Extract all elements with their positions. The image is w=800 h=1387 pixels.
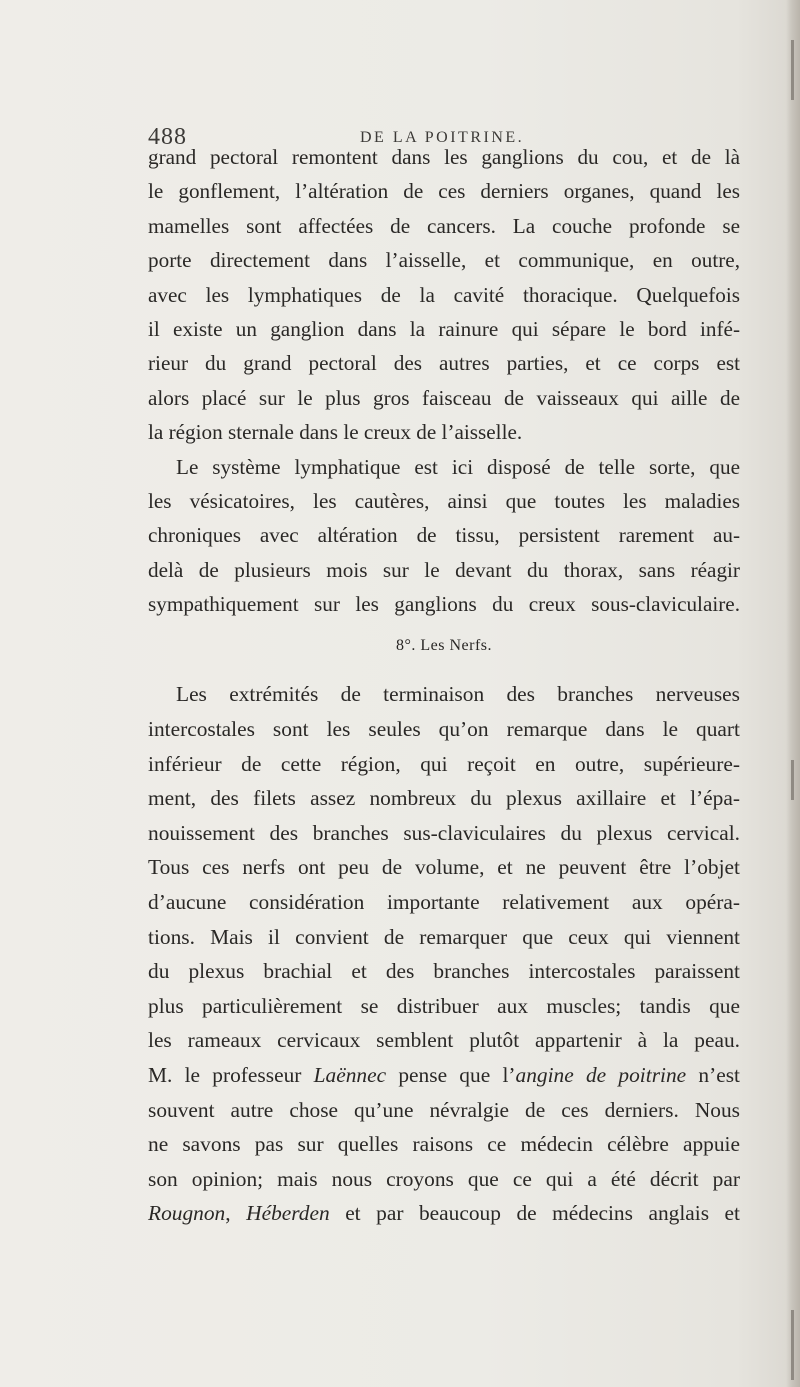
- paragraph-nerves: [148, 677, 740, 1231]
- text-line: porte directement dans l’aisselle, et communique, en outre,: [148, 248, 740, 273]
- text-line: rieur du grand pectoral des autres parties, et ce corps est: [148, 351, 740, 376]
- text-line: il existe un ganglion dans la rainure qui sépare le bord infé-: [148, 316, 740, 341]
- text-line: alors placé sur le plus gros faisceau de vaisseaux qui aille de: [148, 385, 740, 410]
- text-line: Tous ces nerfs ont peu de volume, et ne peuvent être l’objet: [148, 855, 740, 880]
- text-line: Les extrémités de terminaison des branches nerveuses: [176, 682, 740, 707]
- paragraph-lymphatics-2: [148, 450, 740, 622]
- text-line: inférieur de cette région, qui reçoit en outre, supérieure-: [148, 751, 740, 776]
- text-line-authors: [148, 1196, 740, 1231]
- running-title: DE LA POITRINE.: [360, 129, 525, 146]
- text-line: mamelles sont affectées de cancers. La couche profonde se: [148, 213, 740, 238]
- page-edge-mark: [791, 760, 794, 800]
- text-line-laennec: [148, 1058, 740, 1093]
- page-edge-mark: [791, 40, 794, 100]
- text-line: du plexus brachial et des branches intercostales paraissent: [148, 959, 740, 984]
- author-name-rougnon: Rougnon: [148, 1201, 226, 1226]
- text-line: sympathiquement sur les ganglions du creux sous-claviculaire.: [148, 592, 740, 617]
- text-fragment: n’est: [686, 1063, 740, 1087]
- page-edge-mark: [791, 1310, 794, 1380]
- text-fragment: ,: [225, 1201, 247, 1226]
- text-fragment: M. le professeur: [148, 1063, 314, 1087]
- text-line: ne savons pas sur quelles raisons ce médecin célèbre appuie: [148, 1132, 740, 1157]
- text-line: nouissement des branches sus-claviculaires du plexus cervical.: [148, 820, 740, 845]
- text-line: plus particulièrement se distribuer aux muscles; tandis que: [148, 993, 740, 1018]
- text-line: le gonflement, l’altération de ces derniers organes, quand les: [148, 179, 740, 204]
- text-line: les vésicatoires, les cautères, ainsi que toutes les maladies: [148, 488, 740, 513]
- text-line: d’aucune considération importante relativement aux opéra-: [148, 890, 740, 915]
- text-line: ment, des filets assez nombreux du plexus axillaire et l’épa-: [148, 786, 740, 811]
- text-fragment: et par beaucoup de médecins anglais et: [329, 1201, 740, 1226]
- body-text: [148, 140, 740, 1231]
- text-line: souvent autre chose qu’une névralgie de ces derniers. Nous: [148, 1097, 740, 1122]
- author-name-heberden: Héberden: [246, 1201, 330, 1226]
- text-line: les rameaux cervicaux semblent plutôt appartenir à la peau.: [148, 1028, 740, 1053]
- page-edge-shadow: [786, 0, 800, 1387]
- text-line: intercostales sont les seules qu’on remarque dans le quart: [148, 717, 740, 742]
- section-heading: 8°. Les Nerfs.: [395, 637, 493, 655]
- paragraph-lymphatics-1: [148, 140, 740, 450]
- text-line: delà de plusieurs mois sur le devant du thorax, sans réagir: [148, 557, 740, 582]
- text-line: Le système lymphatique est ici disposé de telle sorte, que: [176, 454, 740, 479]
- text-fragment: pense que l’: [386, 1063, 516, 1087]
- text-line: son opinion; mais nous croyons que ce qui a été décrit par: [148, 1166, 740, 1191]
- text-line: chroniques avec altération de tissu, persistent rarement au-: [148, 523, 740, 548]
- text-line: la région sternale dans le creux de l’aisselle.: [148, 420, 523, 445]
- text-line: grand pectoral remontent dans les ganglions du cou, et de là: [148, 145, 740, 169]
- text-line: avec les lymphatiques de la cavité thoracique. Quelquefois: [148, 282, 740, 307]
- text-line: tions. Mais il convient de remarquer que ceux qui viennent: [148, 924, 740, 949]
- author-name-laennec: Laënnec: [313, 1063, 387, 1087]
- page-number: 488: [148, 124, 187, 150]
- term-angine-de-poitrine: angine de poitrine: [515, 1063, 687, 1087]
